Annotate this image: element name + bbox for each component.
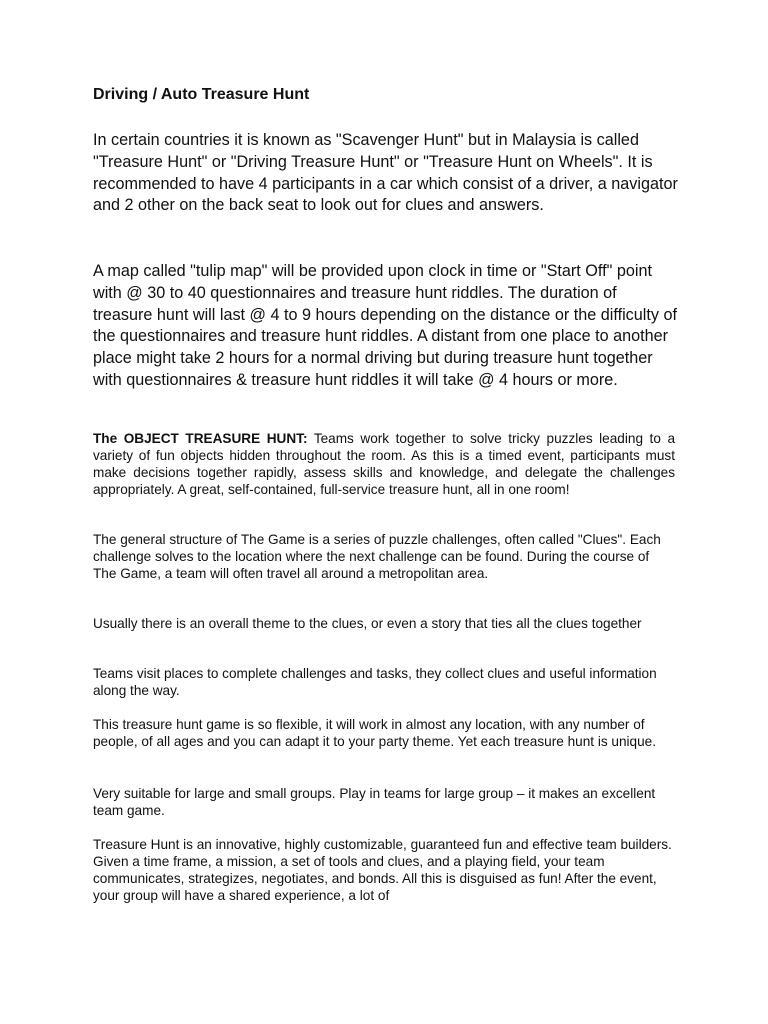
- game-structure-paragraph: The general structure of The Game is a series of puzzle challenges, often called "Clues". Each challenge solves to the location where the next challenge can be found. During the course of The Game, a team will often travel all around a metropolitan area.: [93, 532, 661, 581]
- theme-paragraph: Usually there is an overall theme to the clues, or even a story that ties all the clues together: [93, 616, 642, 631]
- object-treasure-hunt-text: Teams work together to solve tricky puzzles leading to a variety of fun objects hidden throughout the room. As this is a timed event, participants must make decisions together rapidly, assess skills and knowledge, and delegate the challenges appropriately. A great, self-contained, full-service treasure hunt, all in one room!: [93, 431, 676, 497]
- team-builder-paragraph: Treasure Hunt is an innovative, highly customizable, guaranteed fun and effective team builders. Given a time frame, a mission, a set of tools and clues, and a playing field, your team communicates, strategizes, negotiates, and bonds. All this is disguised as fun! After the event, your group will have a shared experience, a lot of: [93, 837, 672, 903]
- flexible-game-paragraph: This treasure hunt game is so flexible, it will work in almost any location, with any number of people, of all ages and you can adapt it to your party theme. Yet each treasure hunt is unique.: [93, 717, 657, 749]
- page-title: Driving / Auto Treasure Hunt: [93, 86, 310, 103]
- object-treasure-hunt-paragraph: [93, 430, 675, 498]
- group-suitability-paragraph: Very suitable for large and small groups. Play in teams for large group – it makes an excellent team game.: [93, 786, 656, 818]
- object-treasure-hunt-label: The OBJECT TREASURE HUNT:: [93, 431, 308, 446]
- visit-places-paragraph: Teams visit places to complete challenges and tasks, they collect clues and useful information along the way.: [93, 666, 657, 698]
- intro-paragraph-2: A map called "tulip map" will be provided upon clock in time or "Start Off" point with @ 30 to 40 questionnaires and treasure hunt riddles. The duration of treasure hunt will last @ 4 to 9 hours depending on the distance or the difficulty of the questionnaires and treasure hunt riddles. A distant from one place to another place might take 2 hours for a normal driving but during treasure hunt together with questionnaires & treasure hunt riddles it will take @ 4 hours or more.: [93, 262, 677, 389]
- intro-paragraph-1: In certain countries it is known as "Scavenger Hunt" but in Malaysia is called "Treasure Hunt" or "Driving Treasure Hunt" or "Treasure Hunt on Wheels". It is recommended to have 4 participants in a car which consist of a driver, a navigator and 2 other on the back seat to look out for clues and answers.: [93, 131, 678, 215]
